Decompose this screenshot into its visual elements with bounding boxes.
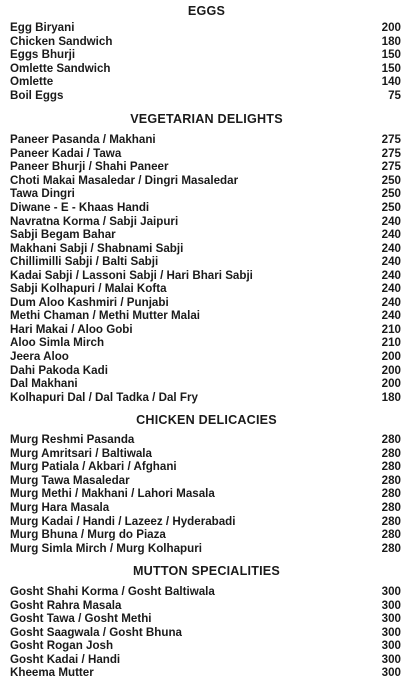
item-name: Kolhapuri Dal / Dal Tadka / Dal Fry [10, 390, 198, 404]
item-name: Paneer Kadai / Tawa [10, 146, 122, 160]
item-name: Kheema Mutter [10, 666, 94, 680]
item-name: Gosht Kadai / Handi [10, 652, 121, 666]
item-name: Navratna Korma / Sabji Jaipuri [10, 214, 179, 228]
item-price: 200 [381, 377, 401, 391]
menu-item [0, 228, 413, 242]
menu-item [0, 242, 413, 256]
item-name: Paneer Bhurji / Shahi Paneer [10, 160, 169, 174]
menu-item [0, 21, 413, 35]
item-price: 275 [381, 133, 401, 147]
item-price: 210 [381, 322, 401, 336]
item-price: 250 [381, 201, 401, 215]
section-chicken [0, 412, 413, 555]
item-name: Methi Chaman / Methi Mutter Malai [10, 309, 201, 323]
menu-item [0, 599, 413, 613]
item-name: Sabji Kolhapuri / Malai Kofta [10, 282, 167, 296]
menu-item [0, 666, 413, 680]
menu-item [0, 62, 413, 76]
item-price: 210 [381, 336, 401, 350]
item-price: 75 [388, 88, 401, 102]
item-name: Murg Patiala / Akbari / Afghani [10, 460, 177, 474]
menu-item [0, 201, 413, 215]
item-name: Murg Simla Mirch / Murg Kolhapuri [10, 541, 202, 555]
item-price: 250 [381, 173, 401, 187]
item-price: 300 [381, 639, 401, 653]
item-price: 200 [381, 363, 401, 377]
item-name: Eggs Bhurji [10, 48, 76, 62]
menu-item [0, 133, 413, 147]
item-name: Murg Reshmi Pasanda [10, 433, 135, 447]
item-name: Dahi Pakoda Kadi [10, 363, 108, 377]
item-price: 300 [381, 598, 401, 612]
section-eggs [0, 3, 413, 102]
menu-item [0, 460, 413, 474]
item-price: 240 [381, 214, 401, 228]
item-name: Boil Eggs [10, 88, 64, 102]
item-name: Egg Biryani [10, 21, 75, 34]
item-name: Murg Kadai / Handi / Lazeez / Hyderabadi [10, 514, 236, 528]
menu-item [0, 391, 413, 405]
menu-item [0, 585, 413, 599]
menu-item [0, 323, 413, 337]
section-vegetarian [0, 111, 413, 404]
menu-item [0, 336, 413, 350]
item-name: Kadai Sabji / Lassoni Sabji / Hari Bhari Sabji [10, 268, 253, 282]
item-price: 240 [381, 309, 401, 323]
menu-item [0, 160, 413, 174]
item-price: 300 [381, 612, 401, 626]
item-price: 300 [381, 652, 401, 666]
menu-item [0, 147, 413, 161]
item-price: 280 [381, 446, 401, 460]
item-name: Gosht Saagwala / Gosht Bhuna [10, 625, 182, 639]
menu-item [0, 653, 413, 667]
item-price: 300 [381, 585, 401, 599]
item-price: 275 [381, 160, 401, 174]
item-price: 280 [381, 500, 401, 514]
menu-item [0, 187, 413, 201]
item-name: Makhani Sabji / Shabnami Sabji [10, 241, 184, 255]
item-price: 250 [381, 187, 401, 201]
item-name: Murg Amritsari / Baltiwala [10, 446, 152, 460]
item-price: 240 [381, 228, 401, 242]
menu-item [0, 35, 413, 49]
section-title: VEGETARIAN DELIGHTS [130, 112, 283, 127]
item-price: 280 [381, 433, 401, 447]
item-price: 240 [381, 282, 401, 296]
item-name: Chicken Sandwich [10, 34, 113, 48]
item-price: 240 [381, 241, 401, 255]
item-price: 280 [381, 473, 401, 487]
item-name: Omlette [10, 75, 54, 89]
item-name: Jeera Aloo [10, 350, 69, 364]
menu-item [0, 377, 413, 391]
item-name: Gosht Tawa / Gosht Methi [10, 612, 152, 626]
menu-item [0, 433, 413, 447]
item-price: 280 [381, 487, 401, 501]
menu-item [0, 542, 413, 556]
menu-item [0, 639, 413, 653]
item-name: Choti Makai Masaledar / Dingri Masaledar [10, 173, 239, 187]
item-name: Gosht Rogan Josh [10, 639, 114, 653]
menu-item [0, 296, 413, 310]
item-price: 150 [381, 48, 401, 62]
item-name: Murg Bhuna / Murg do Piaza [10, 528, 166, 542]
menu-item [0, 282, 413, 296]
item-name: Dum Aloo Kashmiri / Punjabi [10, 295, 169, 309]
item-name: Murg Hara Masala [10, 500, 110, 514]
item-name: Dal Makhani [10, 377, 78, 391]
item-name: Murg Methi / Makhani / Lahori Masala [10, 487, 215, 501]
menu-item [0, 255, 413, 269]
item-price: 275 [381, 146, 401, 160]
menu-item [0, 309, 413, 323]
menu-item [0, 515, 413, 529]
menu-item [0, 75, 413, 89]
item-name: Tawa Dingri [10, 187, 75, 201]
item-name: Diwane - E - Khaas Handi [10, 201, 150, 215]
menu-item [0, 528, 413, 542]
item-price: 280 [381, 541, 401, 555]
item-name: Sabji Begam Bahar [10, 228, 116, 242]
item-price: 240 [381, 295, 401, 309]
menu-item [0, 89, 413, 103]
item-name: Chillimilli Sabji / Balti Sabji [10, 255, 159, 269]
menu-item [0, 215, 413, 229]
section-title: MUTTON SPECIALITIES [132, 564, 280, 579]
section-title: EGGS [187, 4, 226, 18]
menu-item [0, 364, 413, 378]
item-price: 180 [381, 390, 401, 404]
menu-item [0, 447, 413, 461]
item-price: 200 [381, 21, 401, 34]
item-price: 300 [381, 625, 401, 639]
item-name: Murg Tawa Masaledar [10, 473, 130, 487]
section-mutton [0, 563, 413, 680]
item-name: Gosht Shahi Korma / Gosht Baltiwala [10, 585, 215, 599]
item-price: 280 [381, 514, 401, 528]
menu-item [0, 612, 413, 626]
item-price: 180 [381, 34, 401, 48]
item-price: 240 [381, 255, 401, 269]
item-name: Hari Makai / Aloo Gobi [10, 322, 133, 336]
item-name: Paneer Pasanda / Makhani [10, 133, 156, 147]
menu-item [0, 501, 413, 515]
menu-item [0, 48, 413, 62]
item-price: 140 [381, 75, 401, 89]
menu-item [0, 487, 413, 501]
item-price: 300 [381, 666, 401, 680]
menu-item [0, 474, 413, 488]
item-price: 200 [381, 350, 401, 364]
menu-item [0, 174, 413, 188]
item-name: Gosht Rahra Masala [10, 598, 122, 612]
item-name: Aloo Simla Mirch [10, 336, 105, 350]
item-price: 280 [381, 528, 401, 542]
item-price: 280 [381, 460, 401, 474]
menu-item [0, 269, 413, 283]
item-price: 150 [381, 61, 401, 75]
item-name: Omlette Sandwich [10, 61, 111, 75]
menu-item [0, 626, 413, 640]
section-title: CHICKEN DELICACIES [136, 413, 277, 428]
item-price: 240 [381, 268, 401, 282]
menu-item [0, 350, 413, 364]
